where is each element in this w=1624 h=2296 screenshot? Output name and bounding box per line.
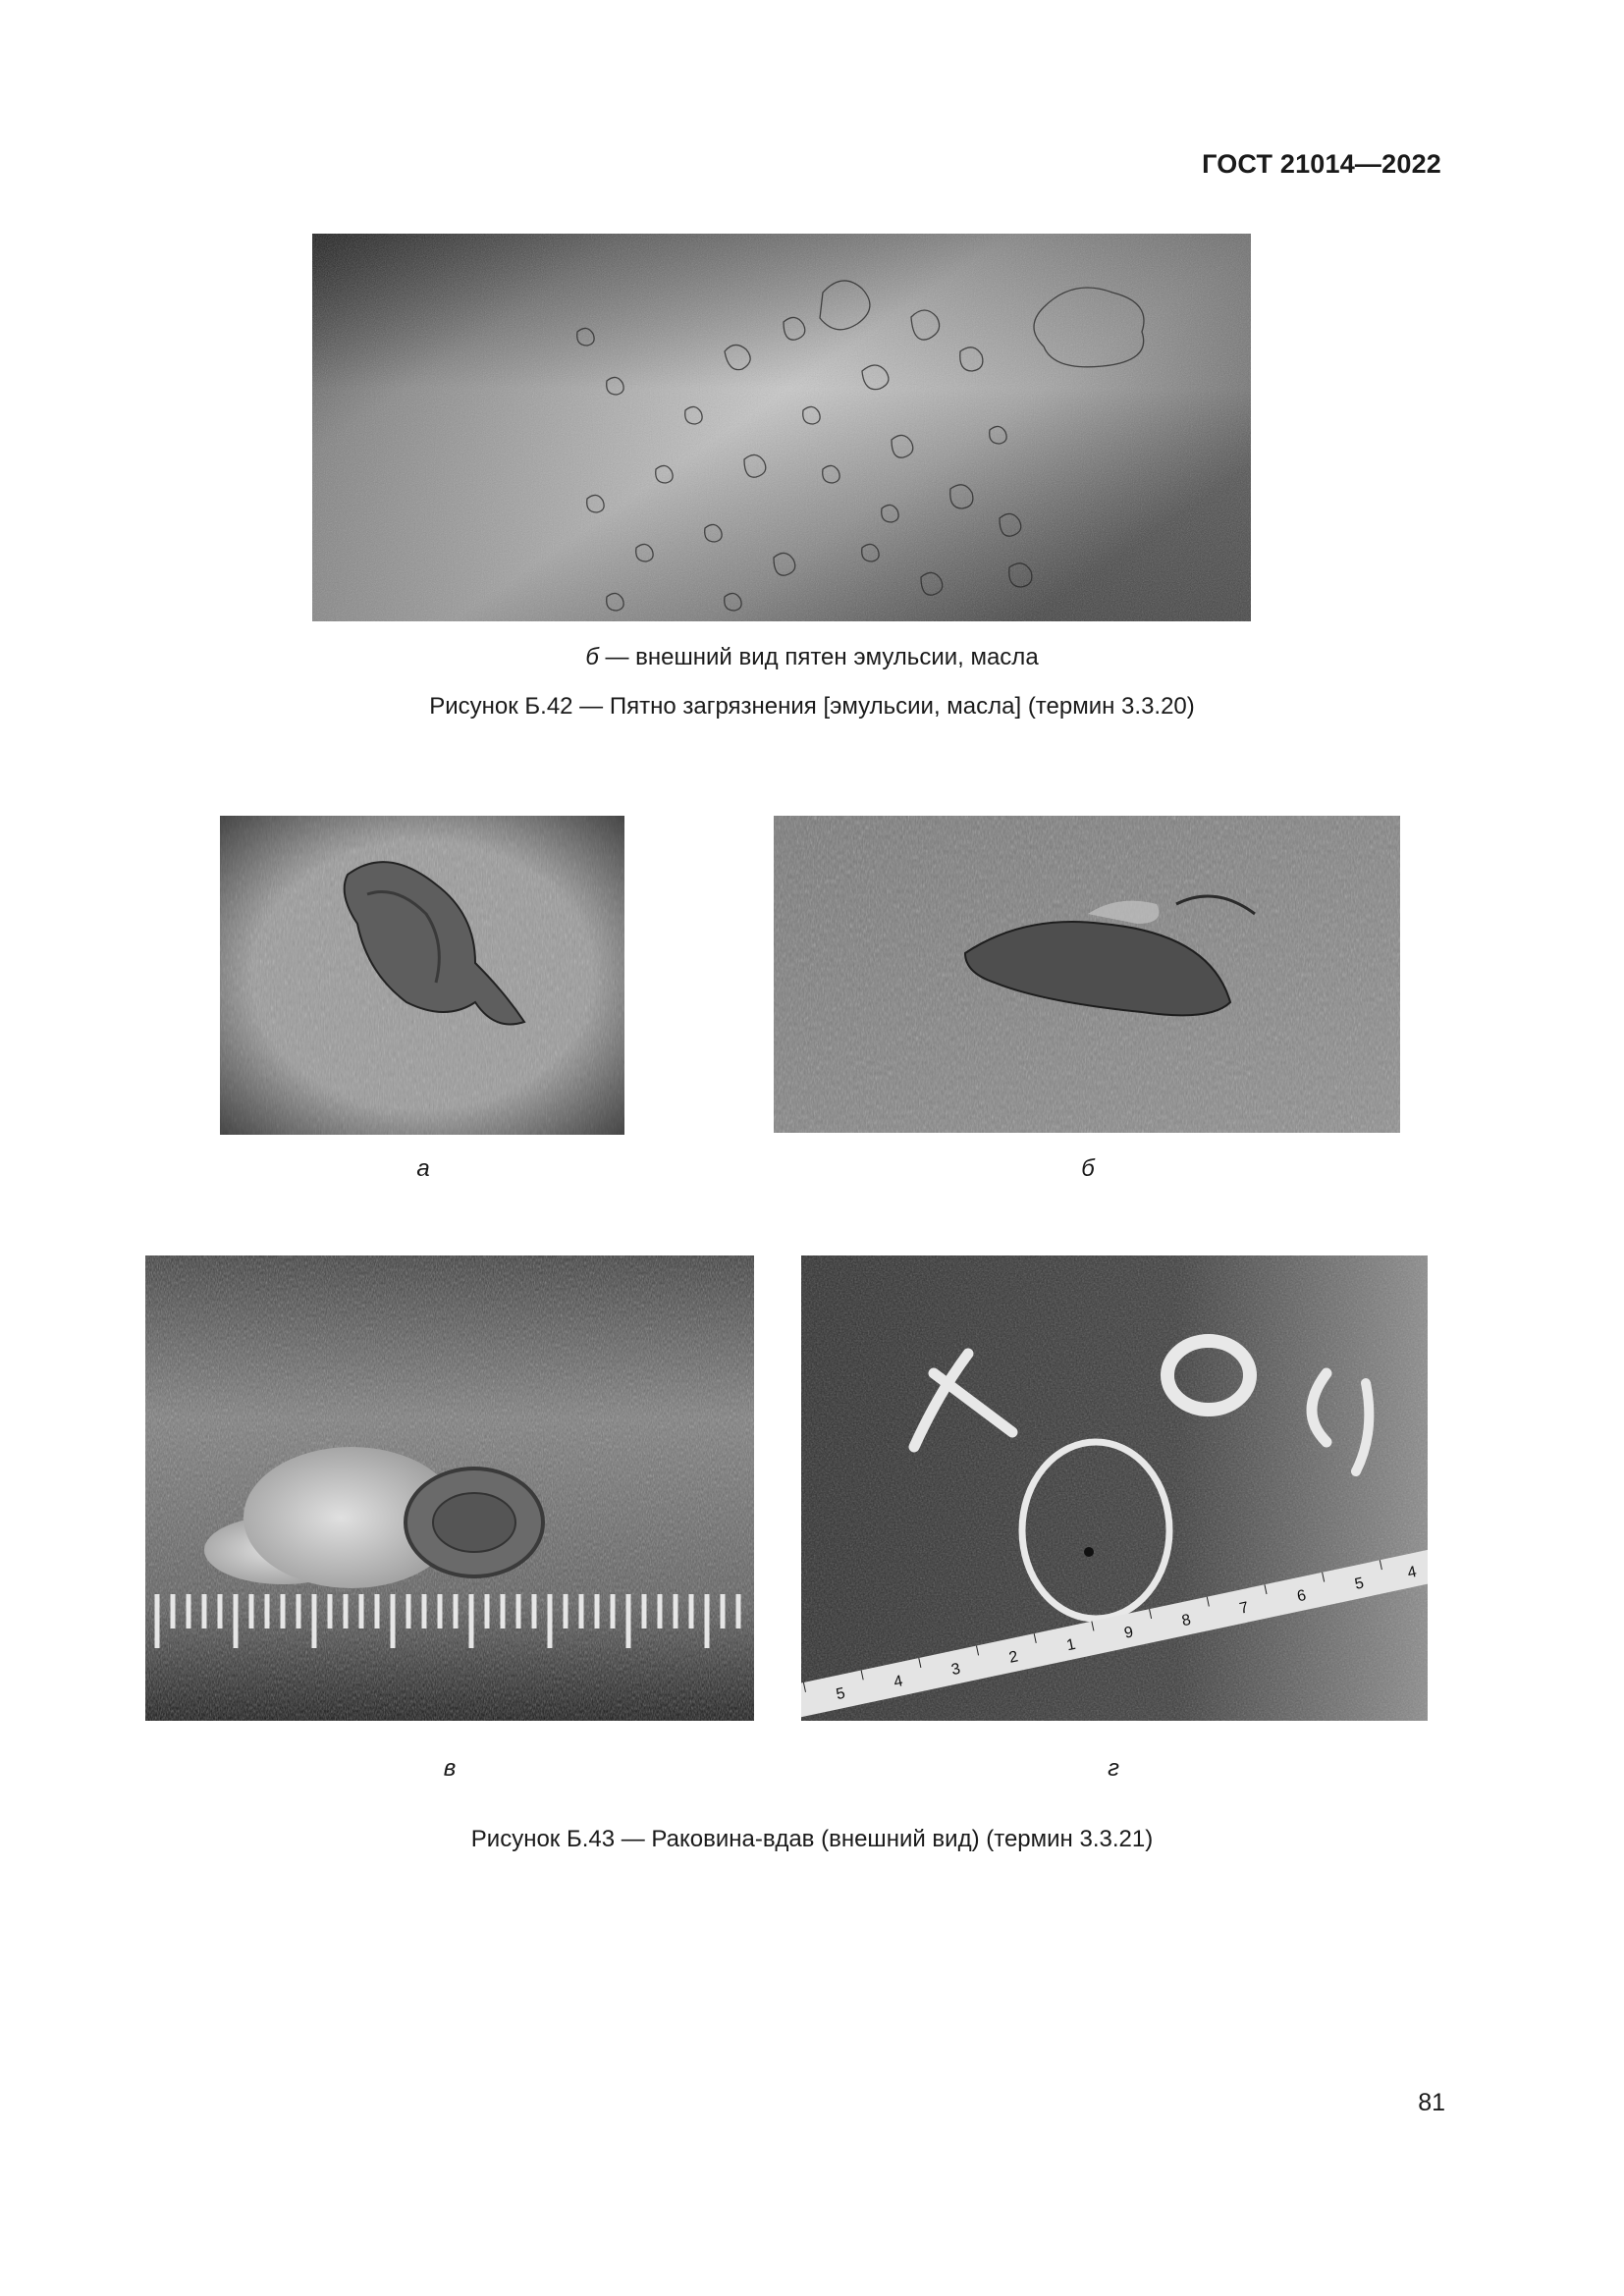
figure-b42-photo [312,234,1251,621]
tape-number: 2 [1007,1648,1020,1667]
figure-b43-caption: Рисунок Б.43 — Раковина-вдав (внешний вид) (термин 3.3.21) [470,1826,1154,1852]
tape-number: 7 [1237,1599,1251,1618]
document-header: ГОСТ 21014—2022 [1202,149,1441,179]
figure-b42-sub-text: — внешний вид пятен эмульсии, масла [598,644,1039,670]
tape-number: 3 [949,1660,962,1680]
tape-number: 4 [892,1673,904,1691]
tape-number: 6 [1295,1586,1308,1606]
figure-b43-photo-b [774,816,1400,1133]
figure-b43-label-a: а [416,1155,430,1182]
page-number: 81 [1418,2089,1445,2116]
figure-b43-photo-c [145,1255,754,1721]
figure-b43-photo-d [801,1255,1428,1721]
tape-number: 5 [1353,1575,1366,1593]
figure-b43-label-d: г [1108,1755,1119,1782]
tape-number: 5 [835,1684,847,1704]
figure-b43-label-c: в [443,1755,457,1782]
figure-b42-sub-letter: б [585,644,599,670]
figure-b43-label-b: б [1081,1155,1095,1182]
figure-b42-caption: Рисунок Б.42 — Пятно загрязнения [эмульсии, масла] (термин 3.3.20) [429,693,1195,720]
figure-b42-subcaption [0,644,1624,671]
tape-number: 1 [1064,1635,1078,1655]
tape-number: 9 [1122,1624,1135,1642]
figure-b43-photo-a [220,816,624,1135]
tape-number: 4 [1406,1563,1419,1582]
tape-number: 8 [1180,1611,1193,1630]
